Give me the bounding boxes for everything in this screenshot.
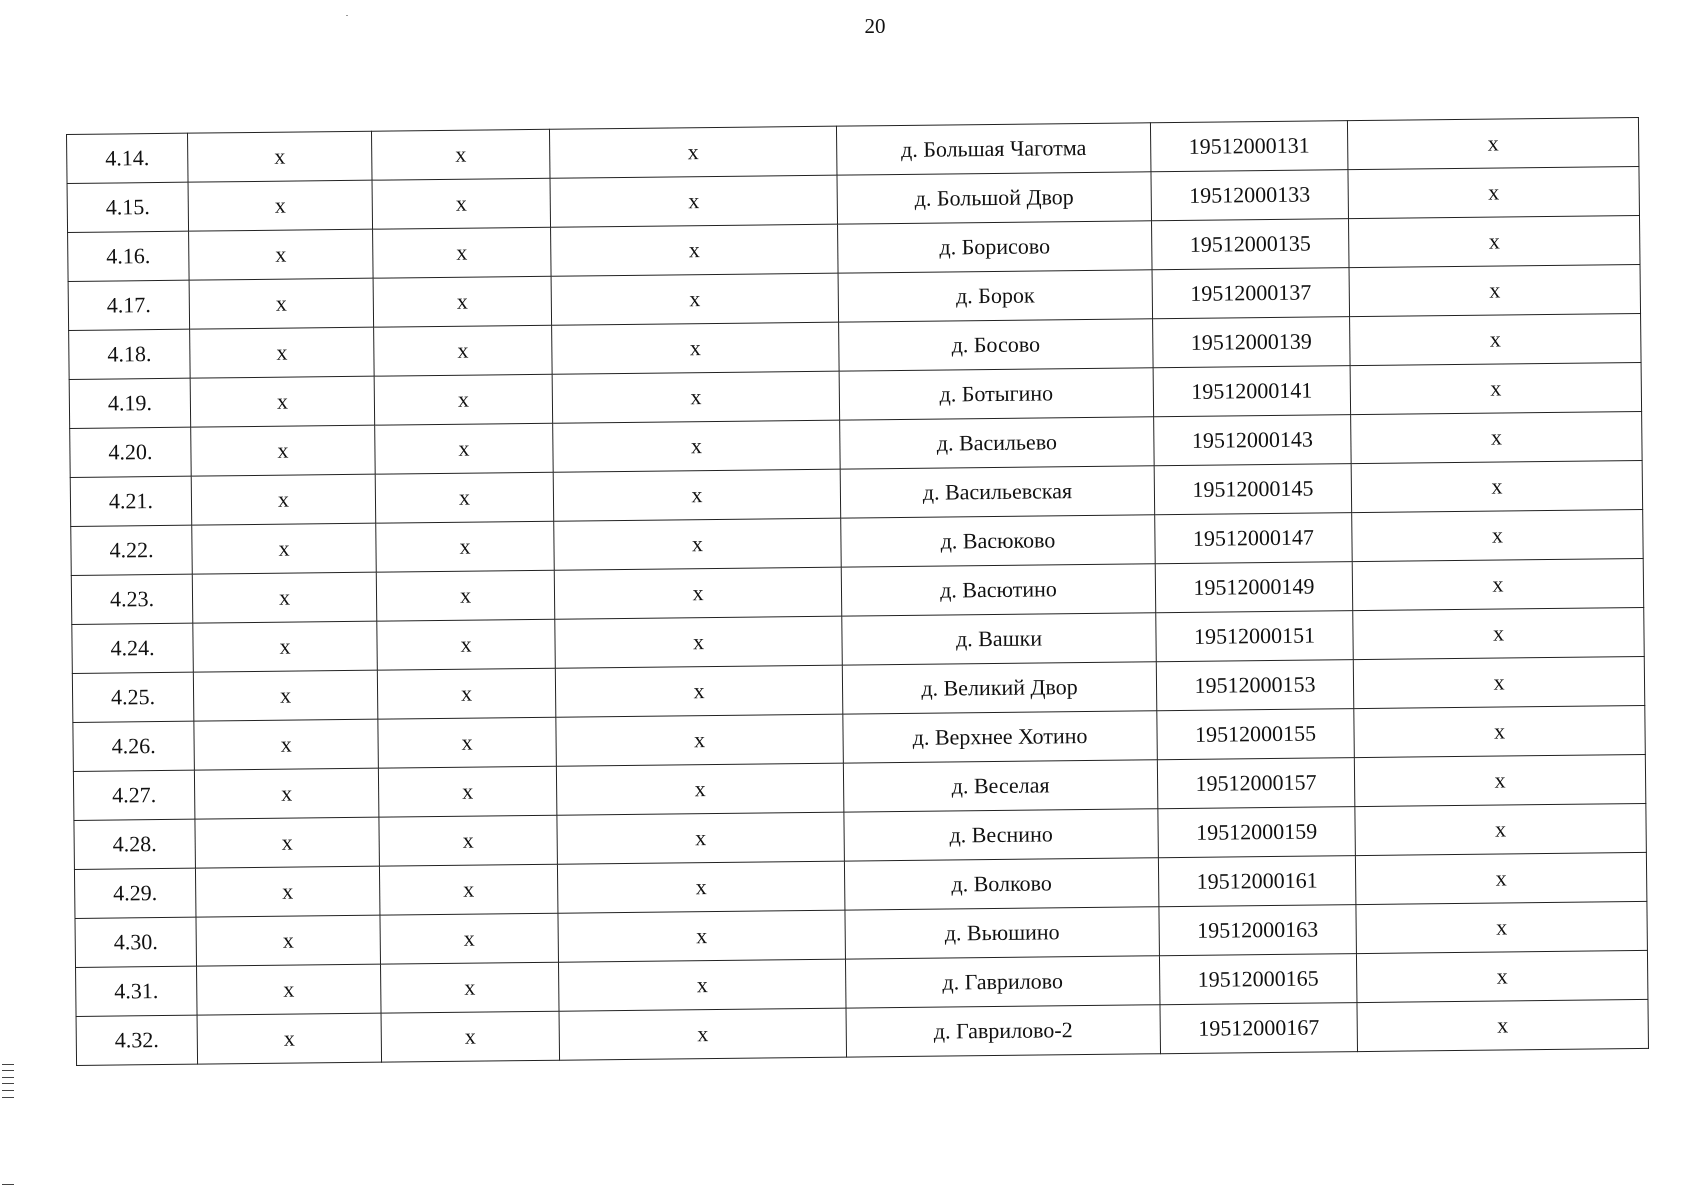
settlement-name-cell: д. Борисово — [838, 221, 1153, 273]
x-mark-cell: x — [1348, 166, 1640, 218]
x-mark-cell: x — [191, 425, 376, 476]
x-mark-cell: x — [191, 474, 376, 525]
x-mark-cell: x — [559, 1008, 847, 1060]
settlement-name-cell: д. Борок — [838, 270, 1153, 322]
x-mark-cell: x — [187, 131, 372, 182]
x-mark-cell: x — [1356, 901, 1648, 953]
x-mark-cell: x — [558, 959, 846, 1011]
x-mark-cell: x — [190, 376, 375, 427]
x-mark-cell: x — [1351, 460, 1643, 512]
x-mark-cell: x — [550, 175, 838, 227]
settlements-table — [66, 117, 1649, 1066]
row-number-cell: 4.23. — [71, 574, 193, 624]
oktmo-code-cell: 19512000135 — [1152, 219, 1350, 270]
x-mark-cell: x — [189, 278, 374, 329]
x-mark-cell: x — [1355, 803, 1647, 855]
oktmo-code-cell: 19512000143 — [1154, 415, 1352, 466]
row-number-cell: 4.21. — [70, 476, 192, 526]
x-mark-cell: x — [373, 276, 552, 327]
settlement-name-cell: д. Вашки — [842, 613, 1157, 665]
oktmo-code-cell: 19512000139 — [1153, 317, 1351, 368]
x-mark-cell: x — [557, 812, 845, 864]
x-mark-cell: x — [195, 817, 380, 868]
x-mark-cell: x — [376, 570, 555, 621]
oktmo-code-cell: 19512000155 — [1157, 709, 1355, 760]
table-container — [66, 117, 1648, 1066]
row-number-cell: 4.28. — [74, 819, 196, 869]
settlement-name-cell: д. Гаврилово-2 — [846, 1005, 1161, 1057]
x-mark-cell: x — [1356, 950, 1648, 1002]
scan-edge-mark — [2, 1090, 14, 1091]
x-mark-cell: x — [197, 964, 382, 1015]
settlement-name-cell: д. Васильево — [840, 417, 1155, 469]
oktmo-code-cell: 19512000141 — [1153, 366, 1351, 417]
settlement-name-cell: д. Верхнее Хотино — [843, 711, 1158, 763]
oktmo-code-cell: 19512000161 — [1158, 856, 1356, 907]
oktmo-code-cell: 19512000151 — [1156, 611, 1354, 662]
settlement-name-cell: д. Большая Чаготма — [836, 123, 1151, 175]
x-mark-cell: x — [194, 768, 379, 819]
x-mark-cell: x — [371, 129, 550, 180]
oktmo-code-cell: 19512000149 — [1155, 562, 1353, 613]
x-mark-cell: x — [1347, 117, 1639, 169]
settlement-name-cell: д. Веснино — [844, 809, 1159, 861]
settlement-name-cell: д. Великий Двор — [842, 662, 1157, 714]
x-mark-cell: x — [379, 815, 558, 866]
row-number-cell: 4.26. — [73, 721, 195, 771]
oktmo-code-cell: 19512000163 — [1159, 905, 1357, 956]
x-mark-cell: x — [196, 915, 381, 966]
x-mark-cell: x — [551, 224, 839, 276]
x-mark-cell: x — [188, 180, 373, 231]
x-mark-cell: x — [378, 717, 557, 768]
x-mark-cell: x — [555, 665, 843, 717]
settlement-name-cell: д. Веселая — [843, 760, 1158, 812]
x-mark-cell: x — [377, 668, 556, 719]
scan-speck — [346, 15, 348, 16]
row-number-cell: 4.27. — [73, 770, 195, 820]
oktmo-code-cell: 19512000165 — [1159, 954, 1357, 1005]
x-mark-cell: x — [552, 371, 840, 423]
x-mark-cell: x — [1355, 852, 1647, 904]
x-mark-cell: x — [553, 420, 841, 472]
x-mark-cell: x — [379, 864, 558, 915]
scan-edge-mark — [2, 1077, 14, 1078]
x-mark-cell: x — [1352, 558, 1644, 610]
x-mark-cell: x — [1350, 362, 1642, 414]
x-mark-cell: x — [377, 619, 556, 670]
settlement-name-cell: д. Васильевская — [840, 466, 1155, 518]
x-mark-cell: x — [374, 374, 553, 425]
x-mark-cell: x — [194, 719, 379, 770]
x-mark-cell: x — [378, 766, 557, 817]
scan-edge-mark — [2, 1184, 14, 1185]
x-mark-cell: x — [554, 567, 842, 619]
oktmo-code-cell: 19512000167 — [1160, 1003, 1358, 1054]
oktmo-code-cell: 19512000133 — [1151, 170, 1349, 221]
settlement-name-cell: д. Ботыгино — [839, 368, 1154, 420]
x-mark-cell: x — [374, 325, 553, 376]
x-mark-cell: x — [554, 518, 842, 570]
x-mark-cell: x — [373, 227, 552, 278]
oktmo-code-cell: 19512000159 — [1158, 807, 1356, 858]
settlement-name-cell: д. Гаврилово — [845, 956, 1160, 1008]
x-mark-cell: x — [555, 616, 843, 668]
row-number-cell: 4.18. — [69, 329, 191, 379]
oktmo-code-cell: 19512000145 — [1154, 464, 1352, 515]
row-number-cell: 4.15. — [67, 182, 189, 232]
x-mark-cell: x — [556, 763, 844, 815]
x-mark-cell: x — [376, 521, 555, 572]
table-body — [67, 117, 1649, 1065]
oktmo-code-cell: 19512000131 — [1150, 121, 1348, 172]
x-mark-cell: x — [1354, 705, 1646, 757]
scan-edge-mark — [2, 1083, 14, 1084]
settlement-name-cell: д. Большой Двор — [837, 172, 1152, 224]
x-mark-cell: x — [190, 327, 375, 378]
row-number-cell: 4.29. — [74, 868, 196, 918]
x-mark-cell: x — [375, 423, 554, 474]
x-mark-cell: x — [193, 670, 378, 721]
row-number-cell: 4.32. — [76, 1015, 198, 1065]
x-mark-cell: x — [549, 126, 837, 178]
x-mark-cell: x — [372, 178, 551, 229]
x-mark-cell: x — [551, 273, 839, 325]
x-mark-cell: x — [1349, 264, 1641, 316]
x-mark-cell: x — [1348, 215, 1640, 267]
row-number-cell: 4.25. — [72, 672, 194, 722]
oktmo-code-cell: 19512000137 — [1152, 268, 1350, 319]
x-mark-cell: x — [1353, 607, 1645, 659]
scan-edge-mark — [2, 1097, 14, 1098]
x-mark-cell: x — [556, 714, 844, 766]
x-mark-cell: x — [381, 1011, 560, 1062]
x-mark-cell: x — [1352, 509, 1644, 561]
row-number-cell: 4.30. — [75, 917, 197, 967]
row-number-cell: 4.24. — [72, 623, 194, 673]
row-number-cell: 4.22. — [71, 525, 193, 575]
x-mark-cell: x — [553, 469, 841, 521]
row-number-cell: 4.17. — [68, 280, 190, 330]
x-mark-cell: x — [1354, 754, 1646, 806]
x-mark-cell: x — [1351, 411, 1643, 463]
x-mark-cell: x — [192, 523, 377, 574]
x-mark-cell: x — [195, 866, 380, 917]
x-mark-cell: x — [380, 913, 559, 964]
row-number-cell: 4.31. — [76, 966, 198, 1016]
settlement-name-cell: д. Босово — [839, 319, 1154, 371]
oktmo-code-cell: 19512000153 — [1156, 660, 1354, 711]
x-mark-cell: x — [192, 572, 377, 623]
x-mark-cell: x — [552, 322, 840, 374]
settlement-name-cell: д. Васюково — [841, 515, 1156, 567]
x-mark-cell: x — [381, 962, 560, 1013]
row-number-cell: 4.16. — [68, 231, 190, 281]
x-mark-cell: x — [1350, 313, 1642, 365]
row-number-cell: 4.20. — [70, 427, 192, 477]
scan-edge-mark — [2, 1070, 14, 1071]
x-mark-cell: x — [558, 910, 846, 962]
x-mark-cell: x — [189, 229, 374, 280]
oktmo-code-cell: 19512000147 — [1155, 513, 1353, 564]
x-mark-cell: x — [1353, 656, 1645, 708]
x-mark-cell: x — [193, 621, 378, 672]
row-number-cell: 4.19. — [69, 378, 191, 428]
x-mark-cell: x — [1357, 999, 1649, 1051]
settlement-name-cell: д. Васютино — [841, 564, 1156, 616]
x-mark-cell: x — [375, 472, 554, 523]
row-number-cell: 4.14. — [67, 133, 189, 183]
oktmo-code-cell: 19512000157 — [1157, 758, 1355, 809]
x-mark-cell: x — [557, 861, 845, 913]
settlement-name-cell: д. Вьюшино — [845, 907, 1160, 959]
page-number: 20 — [864, 14, 886, 38]
settlement-name-cell: д. Волково — [844, 858, 1159, 910]
x-mark-cell: x — [197, 1013, 382, 1064]
scan-edge-mark — [2, 1064, 14, 1065]
